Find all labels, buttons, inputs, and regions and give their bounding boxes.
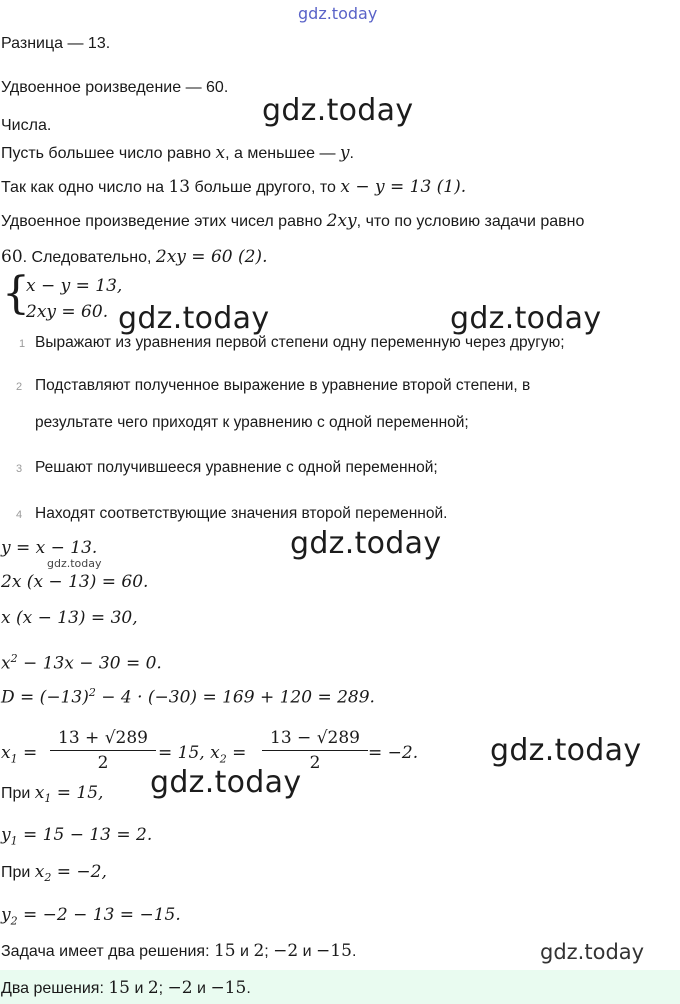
difference-line: Разница — 13.: [1, 35, 111, 52]
since-line: Так как одно число на 13 больше другого, то x − y = 13 (1).: [1, 177, 467, 197]
step-number: 2: [16, 381, 23, 393]
step-text: Выражают из уравнения первой степени одну переменную через другую;: [35, 334, 565, 351]
watermark: gdz.today: [290, 526, 442, 561]
watermark: gdz.today: [150, 765, 302, 800]
double-product-line: Удвоенное роизведение — 60.: [1, 79, 229, 96]
fraction-x2: 13 − √289 2: [262, 728, 368, 773]
double-line: Удвоенное произведение этих чисел равно 2xy, что по условию задачи равно: [1, 211, 585, 231]
solution-line-1: y = x − 13.: [1, 538, 98, 558]
numbers-heading: Числа.: [1, 117, 52, 134]
step-number: 1: [19, 338, 26, 350]
conclusion-line: Задача имеет два решения: 15 и 2; −2 и −15.: [1, 941, 357, 961]
watermark: gdz.today: [450, 301, 602, 336]
fraction-x1: 13 + √289 2: [50, 728, 156, 773]
y1-line: $y_1 = 15 - 13 = 2$.: [1, 825, 153, 848]
step-text: Подставляют полученное выражение в уравнение второй степени, в: [35, 377, 531, 394]
solution-line-2: 2x (x − 13) = 60.: [1, 572, 149, 592]
answer-line: Два решения: 15 и 2; −2 и −15.: [1, 978, 251, 998]
discriminant-line: $D = (-13)^2 - 4 \cdot (-30) = 169 + 120 = 289$.: [1, 686, 375, 708]
at-x2-line: При $x_2 = -2$,: [1, 862, 107, 885]
system-brace: {: [2, 268, 30, 319]
step-number: 4: [16, 509, 23, 521]
let-line: Пусть большее число равно x, а меньшее — y.: [1, 143, 354, 163]
roots-end: = −2.: [368, 743, 419, 763]
watermark-small: gdz.today: [47, 557, 102, 570]
watermark: gdz.today: [540, 940, 645, 964]
solution-line-4: $x^2 - 13x - 30 = 0$.: [1, 652, 162, 674]
at-x1-line: При $x_1 = 15$,: [1, 783, 104, 806]
step-number: 3: [16, 463, 23, 475]
roots-mid: = 15, $x_2$ =: [158, 743, 247, 766]
solution-line-3: x (x − 13) = 30,: [1, 608, 138, 628]
watermark: gdz.today: [118, 301, 270, 336]
system-eq1: x − y = 13,: [26, 276, 123, 296]
watermark: gdz.today: [490, 733, 642, 768]
step-text: Решают получившееся уравнение с одной переменной;: [35, 459, 438, 476]
watermark: gdz.today: [262, 93, 414, 128]
roots-x1-label: $x_1$ =: [1, 743, 38, 766]
step-text: результате чего приходят к уравнению с одной переменной;: [35, 414, 469, 431]
y2-line: $y_2 = -2 - 13 = -15$.: [1, 905, 181, 928]
step-text: Находят соответствующие значения второй переменной.: [35, 505, 448, 522]
watermark-top: gdz.today: [298, 4, 378, 23]
therefore-line: 60. Следовательно, 2xy = 60 (2).: [1, 247, 268, 267]
system-eq2: 2xy = 60.: [26, 302, 109, 322]
